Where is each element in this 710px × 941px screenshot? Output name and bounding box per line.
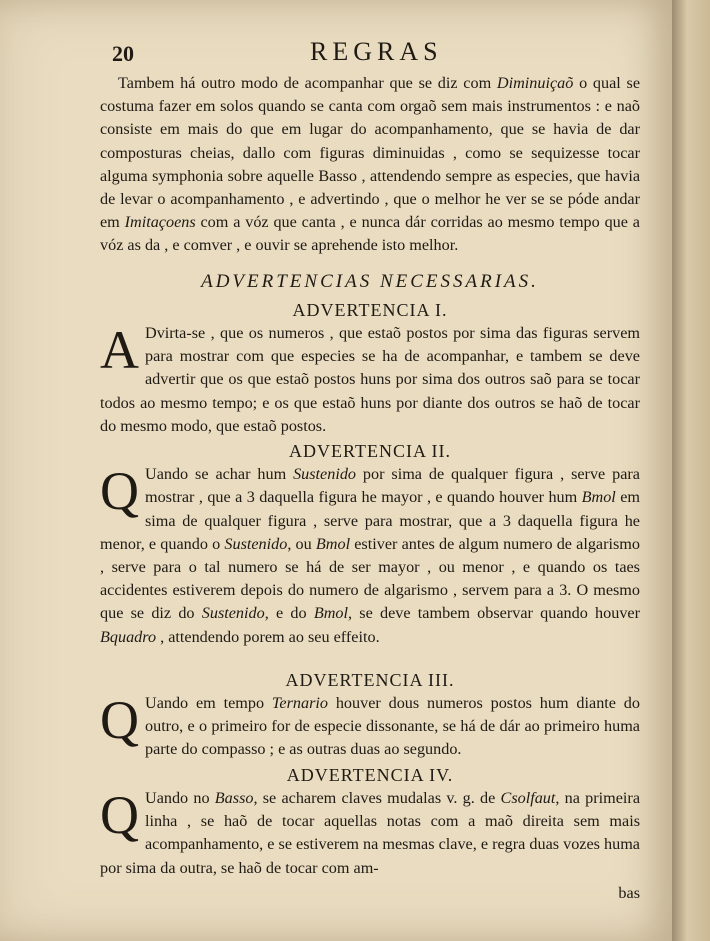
adv3-text-1: Uando em tempo: [145, 694, 272, 713]
adv2-text-1: Uando se achar hum: [145, 465, 294, 484]
dropcap-q: Q: [100, 690, 139, 751]
dropcap-a: A: [100, 320, 139, 381]
term-csolfaut: Csolfaut: [500, 788, 556, 807]
intro-text-3: com a vóz que canta , e nunca dár corridas ao mesmo tempo que a vóz as da , e comver , e ouvir se aprehende isto melhor.: [100, 213, 640, 255]
advertencia-1-text: [100, 322, 640, 438]
adv2-text-6: , e do: [264, 604, 314, 623]
page-header: [100, 37, 640, 72]
intro-text-1: Tambem há outro modo de acompanhar que se diz com: [118, 74, 497, 92]
next-page-edge: [672, 0, 710, 941]
running-head: REGRAS: [310, 37, 443, 66]
advertencia-1-heading: ADVERTENCIA I.: [292, 299, 448, 320]
catchword: bas: [618, 883, 640, 902]
adv2-text-3: em sima de qualquer figura , serve para mostrar, que a 3 daquella figura he menor, e quando o: [100, 488, 640, 553]
adv2-text-4: , ou: [287, 534, 316, 553]
advertencia-4-text: [100, 784, 641, 880]
term-bmol: Bmol: [315, 534, 351, 553]
adv2-text-8: , attendendo porem ao seu effeito.: [156, 627, 380, 646]
advertencia-3-text: [100, 692, 640, 762]
adv4-text-3: , na primeira linha , se haõ de tocar aquellas notas com a maõ direita sem mais acompanhamento, e se estiverem na mesmas clave, e regra duas vozes huma por sima da outra, se haõ de tocar com am-: [100, 788, 641, 877]
term-imitacoens: Imitaçoens: [124, 213, 196, 232]
page-number: 20: [112, 41, 134, 66]
adv4-text-1: Uando no: [145, 788, 215, 807]
term-bquadro: Bquadro: [100, 627, 157, 646]
adv2-text-2: por sima de qualquer figura , serve para mostrar , que a 3 daquella figura he mayor , e quando houver hum: [145, 465, 640, 507]
term-sustenido: Sustenido: [201, 604, 265, 623]
adv2-text-7: , se deve tambem observar quando houver: [348, 604, 640, 623]
term-bmol: Bmol: [581, 488, 616, 507]
term-diminuicao: Diminuiçaõ: [496, 74, 574, 92]
adv3-text-2: houver dous numeros postos hum diante do outro, e o primeiro for de especie dissonante, se há de dár ao primeiro huma parte do compasso ; e as outras duas ao segundo.: [145, 694, 640, 759]
intro-text-2: o qual se costuma fazer em solos quando se canta com orgaõ sem mais instrumentos : e naõ consiste em mais do que em lugar do acompanhamento, que se havia de dar composturas cheias, dallo com figuras diminuidas , como se sequizesse tocar alguma symphonia sobre aquelle Basso , attendendo sempre as especies, que havia de levar o acompanhamento , e advertindo , que o melhor he ver se se póde andar em: [100, 74, 640, 232]
page-text: [100, 37, 641, 905]
term-bmol: Bmol: [313, 604, 349, 623]
advertencia-2-text: [100, 463, 640, 649]
advertencia-4-heading: ADVERTENCIA IV.: [286, 764, 454, 785]
term-basso: Basso: [214, 788, 254, 807]
advertencia-2-heading: ADVERTENCIA II.: [289, 441, 451, 462]
intro-paragraph: [100, 72, 640, 258]
dropcap-q: Q: [100, 461, 139, 522]
term-ternario: Ternario: [271, 694, 328, 713]
advertencia-1-body: Dvirta-se , que os numeros , que estaõ postos por sima das figuras servem para mostrar com que especies se ha de acompanhar, e tambem se deve advertir que os que estaõ postos huns por sima dos outros saõ para se tocar todos ao mesmo tempo; e os que estaõ huns por diante dos outros se haõ de tocar do mesmo modo, que estaõ postos.: [100, 324, 640, 435]
section-title: ADVERTENCIAS NECESSARIAS.: [201, 270, 539, 292]
advertencia-3-heading: ADVERTENCIA III.: [285, 669, 455, 690]
term-sustenido: Sustenido: [293, 465, 357, 484]
spacer: [100, 649, 640, 667]
adv2-text-5: estiver antes de algum numero de algarismo , serve para o tal numero se há de ser mayor , ou menor , e quando os taes accidentes estiverem depois do numero de algarismo , servem para a 3. O mesmo que se diz do: [100, 534, 640, 623]
term-sustenido: Sustenido: [224, 534, 288, 553]
dropcap-q: Q: [100, 784, 139, 845]
adv4-text-2: , se acharem claves mudalas v. g. de: [253, 788, 501, 807]
